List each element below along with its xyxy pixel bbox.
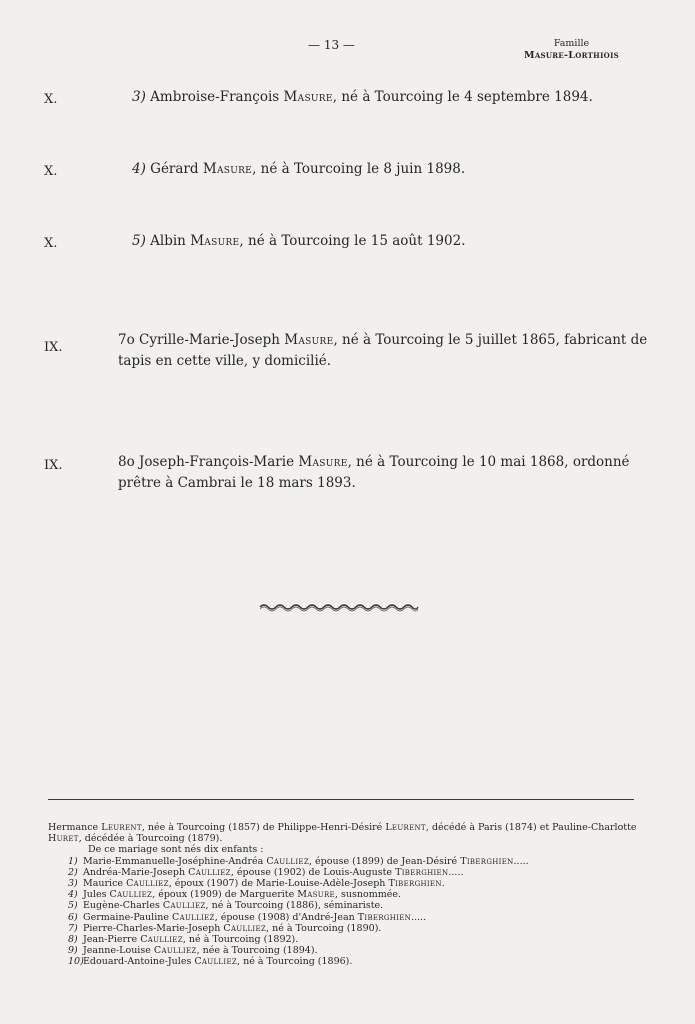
entry-details: , né à Tourcoing le 5 juillet 1865, fabricant de tapis en cette ville, y domicilié.: [118, 332, 648, 369]
child-surname: Caulliez: [153, 945, 197, 957]
footnote-rule: [48, 799, 634, 800]
child-number: 8): [68, 934, 78, 946]
entry-marker: 3): [132, 89, 146, 105]
entry-surname: Masure: [190, 233, 240, 249]
entry-given-names: Albin: [150, 233, 186, 249]
child-surname: Caulliez: [223, 922, 267, 934]
spouse-surname: Tiberghien: [395, 866, 449, 878]
child-list-item: [48, 956, 640, 967]
running-title: [524, 38, 619, 62]
child-given-names: Jeanne-Louise: [83, 945, 151, 957]
spouse-surname: Tiberghien: [357, 911, 412, 923]
child-surname: Caulliez: [126, 878, 169, 890]
child-details: , née à Tourcoing (1894).: [196, 945, 318, 957]
genealogy-entry: [88, 330, 648, 372]
entry-marker: 5): [132, 233, 146, 249]
entry-details: , né à Tourcoing le 10 mai 1868, ordonné prêtre à Cambrai le 18 mars 1893.: [118, 454, 630, 491]
child-details: , né à Tourcoing (1892).: [182, 934, 299, 946]
child-given-names: Andréa-Marie-Joseph: [83, 866, 186, 878]
child-list-item: [48, 912, 640, 923]
generation-marker: X.: [44, 92, 58, 107]
child-surname: Caulliez: [162, 900, 206, 912]
child-number: 4): [68, 889, 78, 901]
child-list-item: [48, 856, 640, 867]
spouse-surname: Tiberghien: [388, 878, 442, 890]
genealogy-entry: [88, 159, 648, 180]
entry-given-names: Ambroise-François: [150, 89, 280, 105]
genealogy-entry: [88, 87, 648, 108]
child-details: , épouse (1902) de Louis-Auguste: [230, 866, 393, 878]
child-details: , époux (1909) de Marguerite: [152, 889, 295, 901]
footnote-surname: Huret: [48, 833, 79, 845]
child-number: 3): [68, 878, 78, 890]
footnote-paragraph: [48, 822, 640, 844]
child-details: , né à Tourcoing (1886), séminariste.: [205, 900, 384, 912]
child-details: , né à Tourcoing (1896).: [237, 956, 353, 968]
entry-details: , né à Tourcoing le 8 juin 1898.: [252, 161, 466, 177]
running-title-line1: Famille: [553, 38, 590, 49]
footnote-text: , née à Tourcoing (1857) de Philippe-Henri-Désiré: [141, 822, 383, 833]
child-list-item: [48, 867, 640, 878]
child-given-names: Germaine-Pauline: [83, 911, 169, 923]
footnote: [48, 822, 640, 968]
children-list: [48, 856, 640, 968]
child-trailing: , susnommée.: [334, 889, 401, 901]
footnote-surname: Leurent: [101, 822, 142, 833]
child-number: 6): [68, 911, 78, 923]
footnote-text: , décédée à Tourcoing (1879).: [78, 833, 223, 845]
child-trailing: .....: [411, 911, 427, 923]
entry-given-names: Gérard: [150, 161, 199, 177]
child-trailing: .....: [448, 866, 464, 878]
footnote-surname: Leurent: [385, 822, 426, 833]
genealogy-entry: [88, 231, 648, 252]
entry-surname: Masure: [284, 332, 334, 348]
child-surname: Caulliez: [266, 855, 309, 867]
child-details: , né à Tourcoing (1890).: [266, 922, 382, 934]
generation-marker: IX.: [44, 340, 63, 355]
genealogy-entry: [88, 452, 648, 494]
child-list-item: [48, 900, 640, 911]
footnote-text: , décédé à Paris (1874) et Pauline-Charlotte: [425, 822, 637, 833]
child-number: 9): [68, 945, 78, 957]
entry-marker: 7o: [118, 332, 135, 348]
child-surname: Caulliez: [140, 934, 183, 946]
child-given-names: Marie-Emmanuelle-Joséphine-Andréa: [83, 855, 264, 867]
child-trailing: .....: [513, 855, 529, 867]
child-given-names: Pierre-Charles-Marie-Joseph: [83, 922, 221, 934]
entry-marker: 8o: [118, 454, 135, 470]
child-given-names: Edouard-Antoine-Jules: [83, 956, 192, 968]
child-surname: Caulliez: [194, 956, 238, 968]
running-title-line2: Masure-Lorthiois: [524, 50, 619, 61]
child-surname: Caulliez: [172, 911, 215, 923]
child-details: , époux (1907) de Marie-Louise-Adèle-Joseph: [168, 878, 386, 890]
entry-surname: Masure: [298, 454, 348, 470]
entry-details: , né à Tourcoing le 4 septembre 1894.: [332, 89, 593, 105]
child-given-names: Eugène-Charles: [83, 900, 160, 912]
child-surname: Caulliez: [188, 866, 231, 878]
child-trailing: .: [441, 878, 445, 890]
child-given-names: Maurice: [83, 878, 124, 890]
child-list-item: [48, 934, 640, 945]
child-list-item: [48, 878, 640, 889]
entry-given-names: Cyrille-Marie-Joseph: [139, 332, 280, 348]
footnote-intro: De ce mariage sont nés dix enfants :: [88, 844, 264, 856]
decorative-wavy-rule: [258, 600, 420, 614]
generation-marker: IX.: [44, 458, 63, 473]
child-given-names: Jean-Pierre: [83, 934, 138, 946]
child-details: , épouse (1899) de Jean-Désiré: [309, 855, 458, 867]
entry-surname: Masure: [202, 161, 253, 177]
entry-marker: 4): [132, 161, 146, 177]
entry-given-names: Joseph-François-Marie: [139, 454, 295, 470]
child-surname: Caulliez: [109, 889, 153, 901]
generation-marker: X.: [44, 164, 58, 179]
child-number: 10): [68, 956, 84, 968]
child-list-item: [48, 889, 640, 900]
child-given-names: Jules: [83, 889, 107, 901]
spouse-surname: Masure: [297, 889, 335, 901]
child-list-item: [48, 945, 640, 956]
child-list-item: [48, 923, 640, 934]
child-details: , épouse (1908) d'André-Jean: [214, 911, 355, 923]
spouse-surname: Tiberghien: [460, 855, 514, 867]
entry-surname: Masure: [283, 89, 333, 105]
generation-marker: X.: [44, 236, 58, 251]
child-number: 2): [68, 866, 78, 878]
child-number: 5): [68, 900, 78, 912]
page-number: — 13 —: [308, 38, 355, 52]
footnote-text: Hermance: [48, 822, 99, 833]
entry-details: , né à Tourcoing le 15 août 1902.: [239, 233, 466, 249]
child-number: 7): [68, 922, 78, 934]
child-number: 1): [68, 855, 78, 867]
